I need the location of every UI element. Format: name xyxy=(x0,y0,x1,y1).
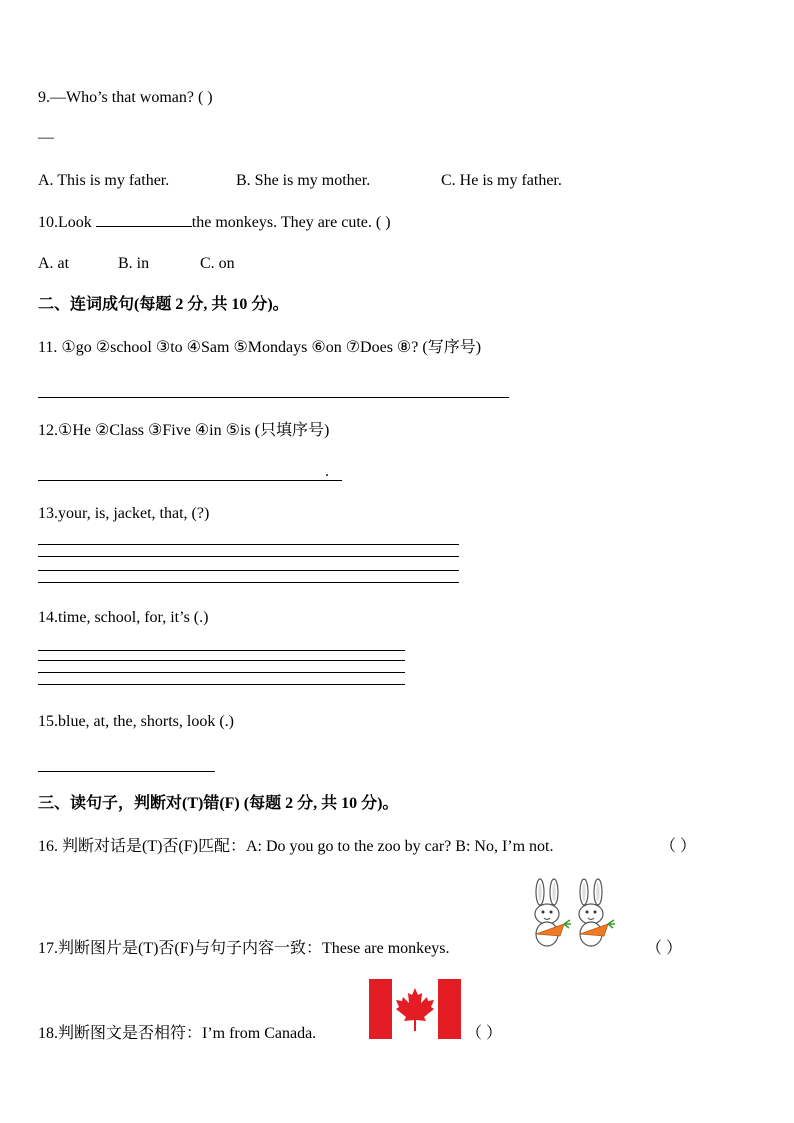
q11-text: 11. ①go ②school ③to ④Sam ⑤Mondays ⑥on ⑦Does ⑧? (写序号) xyxy=(38,339,482,356)
q18-text: 18.判断图文是否相符：I’m from Canada. xyxy=(38,1025,317,1042)
q14-text: 14.time, school, for, it’s (.) xyxy=(38,609,209,626)
canada-flag-image xyxy=(369,979,461,1039)
q13-line-1 xyxy=(38,544,459,545)
q10-options xyxy=(38,254,235,274)
section3-heading: 三、读句子，判断对(T)错(F) (每题 2 分, 共 10 分)。 xyxy=(38,795,399,812)
q14-line-4 xyxy=(38,684,405,685)
q14-line-1 xyxy=(38,650,405,651)
q10-option-b: B. in xyxy=(118,255,150,272)
q18-answer-paren[interactable]: （ ） xyxy=(466,1025,503,1042)
q10-blank xyxy=(96,226,192,227)
q16-answer-paren[interactable]: （ ） xyxy=(660,838,697,855)
q9-options xyxy=(38,171,562,191)
q13-line-2 xyxy=(38,556,459,557)
q14-line-3 xyxy=(38,672,405,673)
q16-text: 16. 判断对话是(T)否(F)匹配：A: Do you go to the zoo by car? B: No, I’m not. xyxy=(38,838,554,855)
q9-question: 9.—Who’s that woman? ( ) xyxy=(38,89,213,106)
q13-text: 13.your, is, jacket, that, (?) xyxy=(38,505,210,522)
q9-dash: — xyxy=(38,129,54,146)
q12-period: . xyxy=(325,463,329,480)
q17-answer-paren[interactable]: （ ） xyxy=(646,940,683,957)
section2-heading: 二、连词成句(每题 2 分, 共 10 分)。 xyxy=(38,296,289,313)
q12-text: 12.①He ②Class ③Five ④in ⑤is (只填序号) xyxy=(38,422,330,439)
q10-question xyxy=(38,213,391,233)
q10-suffix: the monkeys. They are cute. ( ) xyxy=(191,214,391,231)
q11-answer-line xyxy=(38,397,509,398)
q14-line-2 xyxy=(38,660,405,661)
q9-option-b: B. She is my mother. xyxy=(236,172,371,189)
q9-option-c: C. He is my father. xyxy=(441,172,562,189)
rabbits-image xyxy=(530,878,618,950)
q9-option-a: A. This is my father. xyxy=(38,172,170,189)
q13-line-3 xyxy=(38,570,459,571)
q10-option-a: A. at xyxy=(38,255,70,272)
q15-answer-line xyxy=(38,771,215,772)
q15-text: 15.blue, at, the, shorts, look (.) xyxy=(38,713,234,730)
q13-line-4 xyxy=(38,582,459,583)
q17-text: 17.判断图片是(T)否(F)与句子内容一致：These are monkeys. xyxy=(38,940,450,957)
q10-prefix: 10.Look xyxy=(38,214,96,231)
q12-answer-line xyxy=(38,480,342,481)
q10-option-c: C. on xyxy=(200,255,235,272)
